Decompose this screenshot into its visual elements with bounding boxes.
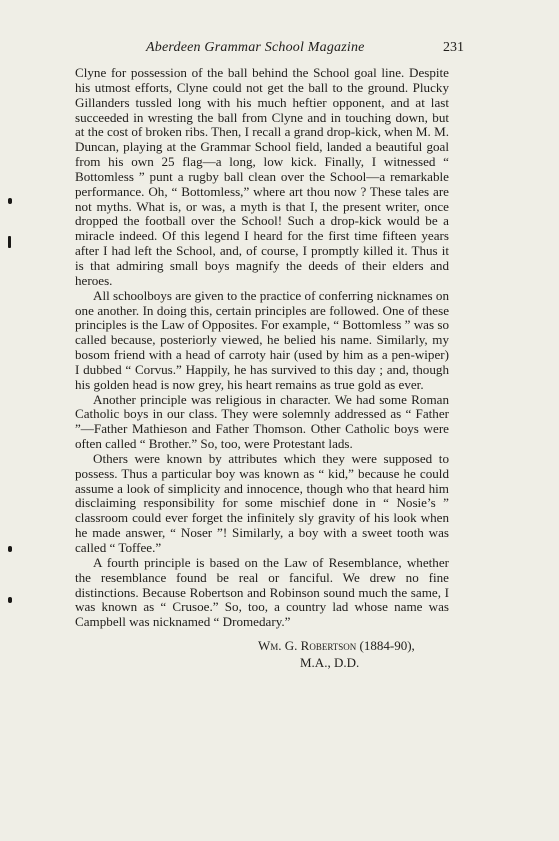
running-header	[146, 40, 464, 60]
paragraph-2: All schoolboys are given to the practice of conferring nicknames on one another. In doing this, certain principles are followed. One of these principles is the Law of Opposites. For example, “ Bottomless ” was so called because, posteriorly viewed, he belied his name. Similarly, my bosom friend with a head of carroty hair (used by him as a pen-wiper) I dubbed “ Corvus.” Happily, he has survived to this day ; and, though his golden head is now grey, his heart remains as true gold as ever.	[75, 287, 449, 392]
margin-mark-3	[8, 546, 12, 552]
paragraph-5: A fourth principle is based on the Law of Resemblance, whether the resemblance found be real or fanciful. We drew no fine distinctions. Because Robertson and Robinson sound much the same, I was known as “ Crusoe.” So, too, a country lad whose name was Campbell was nicknamed “ Dromedary.”	[75, 554, 449, 630]
paragraph-3: Another principle was religious in character. We had some Roman Catholic boys in our class. They were solemnly addressed as “ Father ”—Father Mathieson and Father Thomson. Other Catholic boys were often called “ Brother.” So, too, were Protestant lads.	[75, 391, 449, 452]
signature-block	[258, 637, 458, 671]
margin-mark-4	[8, 597, 12, 603]
paragraph-4: Others were known by attributes which they were supposed to possess. Thus a particular boy was known as “ kid,” because he could assume a look of simplicity and innocence, though who that heard him disclaiming responsibility for some mischief done in “ Nosie’s ” classroom could ever forget the infinitely sly gravity of his look when he made answer, “ Noser ”! Similarly, a boy with a sweet tooth was called “ Toffee.”	[75, 450, 449, 555]
margin-mark-1	[8, 198, 12, 204]
article-body	[75, 66, 449, 630]
author-degrees: M.A., D.D.	[300, 655, 360, 670]
margin-mark-2	[8, 236, 11, 248]
magazine-title: Aberdeen Grammar School Magazine	[146, 40, 365, 55]
author-name: Wm. G. Robertson (1884-90),	[258, 638, 415, 653]
page-number: 231	[443, 40, 464, 55]
paragraph-1: Clyne for possession of the ball behind the School goal line. Despite his utmost efforts, Clyne could not get the ball to the ground. Plucky Gillanders tussled long with his much heftier opponent, and at last succeeded in wresting the ball from Clyne and in touching down, but at the cost of broken ribs. Then, I recall a grand drop-kick, when M. M. Duncan, playing at the Grammar School field, landed a beautiful goal from his own 25 flag—a long, low kick. Finally, I witnessed “ Bottomless ” punt a rugby ball clean over the School—a remarkable performance. Oh, “ Bottomless,” where art thou now ? These tales are not myths. What is, or was, a myth is that I, the present writer, once dropped the football over the School! Such a drop-kick would be a miracle indeed. Of this legend I heard for the first time fifteen years after I had left the School, and, of course, I promptly killed it. Thus it is that admiring small boys magnify the deeds of their elders and heroes.	[75, 65, 449, 288]
